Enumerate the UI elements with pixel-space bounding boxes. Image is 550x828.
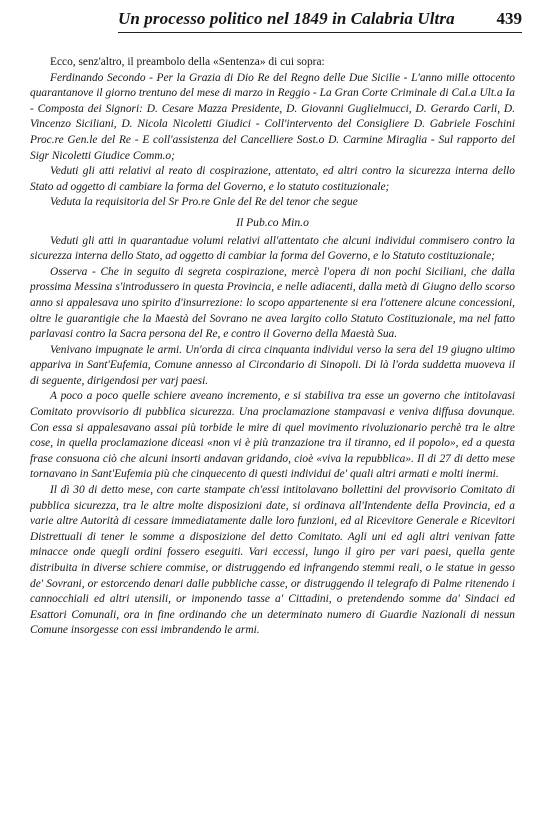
veduti-paragraph: Veduti gli atti relativi al reato di cospirazione, attentato, ed altri contro la sicurezza interna dello Stato ad oggetto di cambiare la forma del Governo, e lo statuto costituzionale; [30, 165, 515, 193]
comitato-paragraph: A poco a poco quelle schiere aveano incremento, e si stabiliva tra esse un governo che intitolavasi Comitato provvisorio di pubblica sicurezza. Una proclamazione stampavasi e veniva diffusa dovunque. Con essa si appalesavano assai più torbide le mire di quel movimento rivoluzionario perchè tra le altre cose, in quella proclamazione diceasi «non vi è più tranzazione tra il tiranno, ed il popolo», ed a questa frase consuona ciò che alcuni insorti andavan gridando, cioè «viva la repubblica». Il di 27 di detto mese tornavano in Sant'Eufemia più che cinquecento di questi individui de' quali altri armati e molti inermi. [30, 390, 515, 481]
bollettini-paragraph: Il dì 30 di detto mese, con carte stampate ch'essi intitolavano bollettini del provvisorio Comitato di pubblica sicurezza, tra le altre molte disposizioni date, si ordinava all'Intendente della Provincia, ed a varie altre Autorità di cessare immediatamente dalle loro funzioni, ed al Ricevitore Generale e Ricevitori Distrettuali di tener le somme a disposizione del detto Comitato. Agli uni ed agli altri venivan fatte minacce onde quegli ordini fossero eseguiti. Vari eccessi, lungo il giro per vari paesi, quella gente distribuita in diverse schiere commise, or distruggendo ed infrangendo stemmi reali, o le statue in gesso de' Sovrani, or estorcendo denari dalle pubbliche casse, or distruggendo il telegrafo di Palme ritenendo i cannocchiali ed altri utensili, or imponendo tasse a' Cittadini, o pretendendo somme da' Sindaci ed Esattori Comunali, ora in fine ordinando che un determinato numero di Guardie Nazionali di nessun Comune insorgesse con essi imbrandendo le armi. [30, 484, 515, 637]
veduta-paragraph: Veduta la requisitoria del Sr Pro.re Gnle del Re del tenor che segue [50, 196, 358, 209]
osserva-paragraph: Osserva - Che in seguito di segreta cospirazione, mercè l'opera di non pochi Siciliani, che dalla prossima Messina s'introdussero in questa Provincia, e nelle adiacenti, dalla metà di Giugno dello scorso anno si appalesava uno spirito d'insurrezione: lo scopo appartenente si era l'ottenere alcune concessioni, oltre le guarantigie che la Maestà del Sovrano ne avea largito collo Statuto Costituzionale, ma nel fatto parlavasi contro la Sacra persona del Re, e contro il Governo della Maestà Sua. [30, 265, 515, 341]
ministry-veduti-paragraph: Veduti gli atti in quarantadue volumi relativi all'attentato che alcuni individui commisero contro la sicurezza interna dello Stato, ad oggetto di cambiar la forma del Governo, e lo Statuto costituzionale; [30, 234, 515, 263]
armi-paragraph: Venivano impugnate le armi. Un'orda di circa cinquanta individui verso la sera del 19 giugno ultimo appariva in Sant'Eufemia, Comune annesso al Circondario di Sinopoli. Di là l'orda suddetta muoveva il di seguente, dirigendosi per varj paesi. [30, 343, 515, 387]
page-number: 439 [496, 9, 522, 28]
page-header [118, 8, 522, 33]
section-heading: Il Pub.co Min.o [236, 215, 309, 229]
sentence-preamble-paragraph: Ferdinando Secondo - Per la Grazia di Dio Re del Regno delle Due Sicilie - L'anno mille ottocento quarantanove il giorno trentuno del mese di marzo in Reggio - La Gran Corte Criminale di Cal.a Ult.a Ia - Composta dei Signori: D. Cesare Mazza Presidente, D. Giovanni Guglielmucci, D. Gerardo Carli, D. Vincenzo Siciliani, D. Nicola Nicoletti Giudici - Coll'intervento del Consigliere D. Gabriele Foschini Proc.re Gen.le del Re - E coll'assistenza del Cancelliere Sost.o D. Carmine Miraglia - Sul rapporto del Sigr Nicoletti Giudice Comm.o; [30, 71, 515, 162]
running-title: Un processo politico nel 1849 in Calabria Ultra [118, 9, 455, 28]
body-text [30, 55, 515, 639]
intro-paragraph: Ecco, senz'altro, il preambolo della «Sentenza» di cui sopra: [50, 56, 325, 68]
